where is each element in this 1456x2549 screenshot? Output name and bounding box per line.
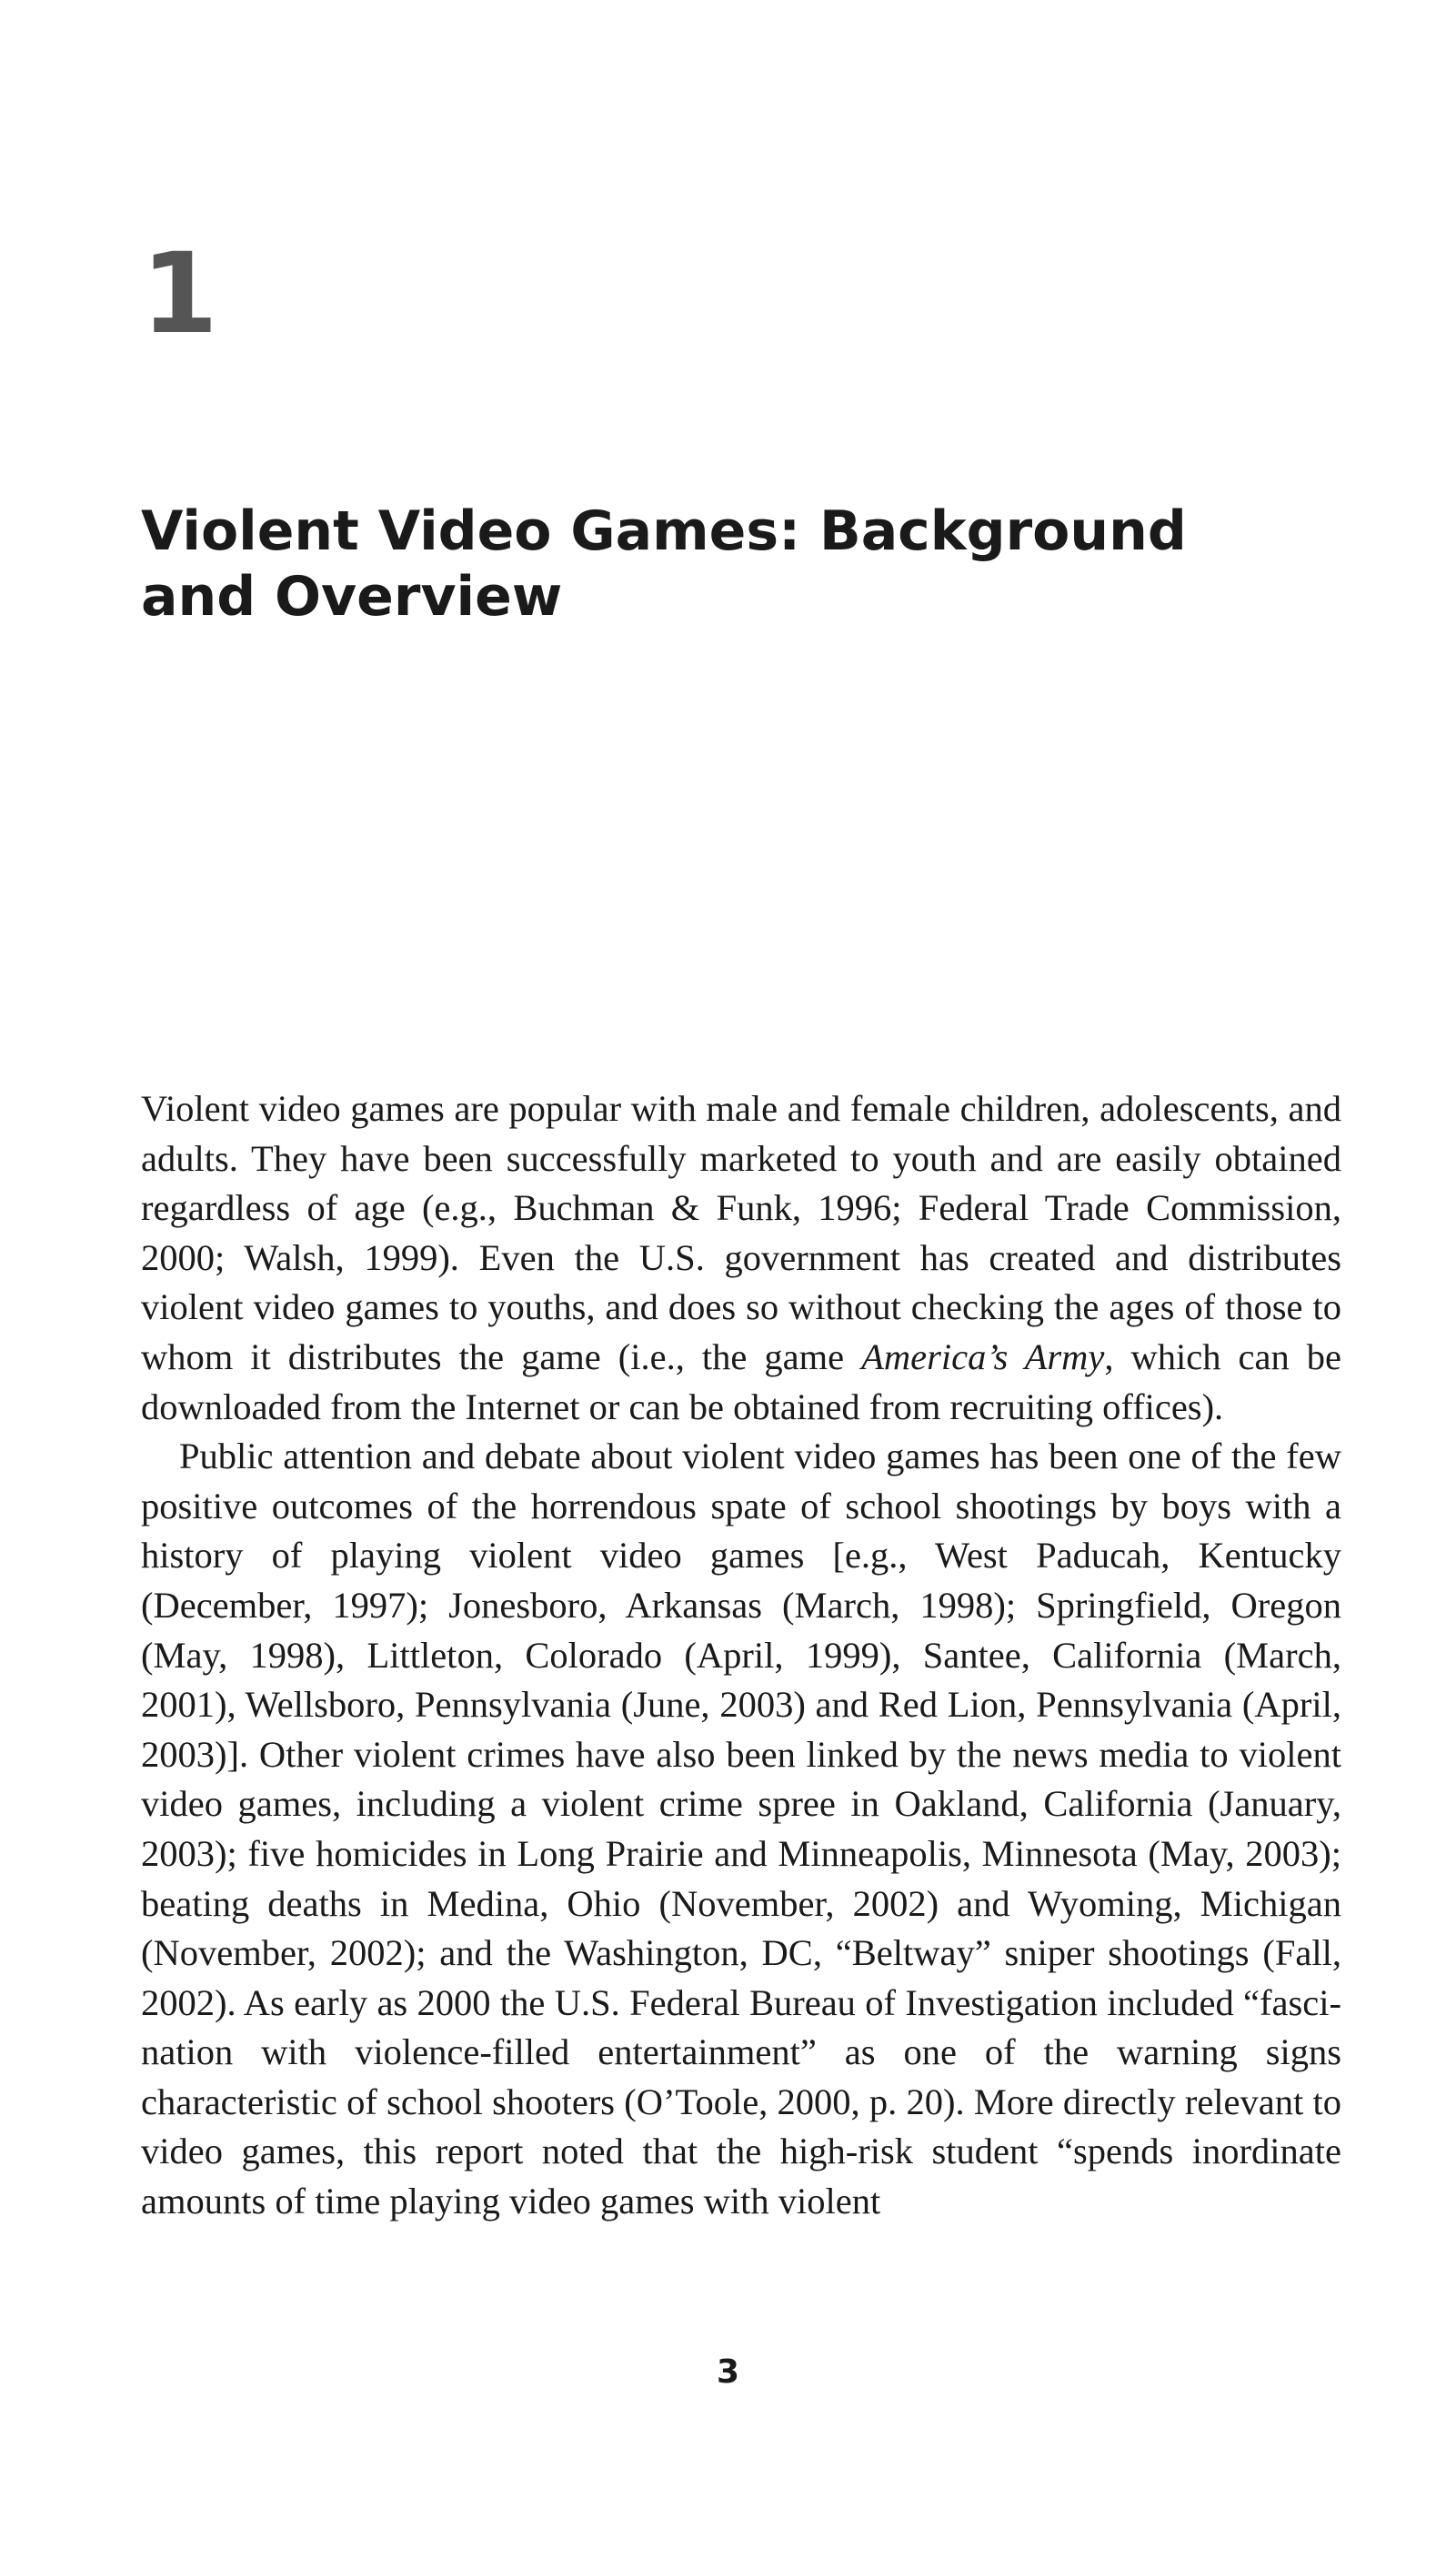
paragraph-1-text-a: Violent video games are popular with male and female children, adolescents, and adults. They have been successfully marketed to youth and are easily obtained regardless of age (e.g., Buchman & Funk, 1996; Federal Trade Commission, 2000; Walsh, 1999). Even the U.S. government has created and distributes violent video games to youths, and does so without checking the ages of those to whom it distributes the game (i.e., the game	[141, 1088, 1341, 1377]
body-text	[141, 1084, 1341, 2227]
page-number: 3	[716, 2353, 740, 2391]
paragraph-1-text-b: , which can be downloaded from the Internet or can be obtained from recruiting offices).	[141, 1335, 1341, 1427]
paragraph-2: Public attention and debate about violent video games has been one of the few positive outcomes of the horrendous spate of school shootings by boys with a history of playing violent video games [e.g., West Paducah, Kentucky (December, 1997); Jonesboro, Arkansas (March, 1998); Springfield, Oregon (May, 1998), Littleton, Colorado (April, 1999), Santee, California (March, 2001), Wellsboro, Pennsylvania (June, 2003) and Red Lion, Pennsylvania (April, 2003)]. Other violent crimes have also been linked by the news media to violent video games, including a violent crime spree in Oakland, California (January, 2003); five homicides in Long Prairie and Minneapolis, Minnesota (May, 2003); beating deaths in Medina, Ohio (November, 2002) and Wyoming, Michigan (November, 2002); and the Washington, DC, “Beltway” sniper shootings (Fall, 2002). As early as 2000 the U.S. Federal Bureau of Investigation included “fascination with violence-filled entertainment” as one of the warning signs characteristic of school shooters (O’Toole, 2000, p. 20). More directly relevant to video games, this report noted that the high-risk student “spends inordinate amounts of time playing video games with violent	[141, 1436, 1341, 2222]
chapter-title	[141, 499, 1232, 630]
chapter-number: 1	[141, 229, 218, 358]
game-title-italic: America’s Army	[861, 1335, 1105, 1377]
chapter-title-line-1: Violent Video Games: Background	[141, 499, 1187, 563]
paragraph-1	[141, 1084, 1341, 1432]
chapter-title-line-2: and Overview	[141, 565, 563, 629]
